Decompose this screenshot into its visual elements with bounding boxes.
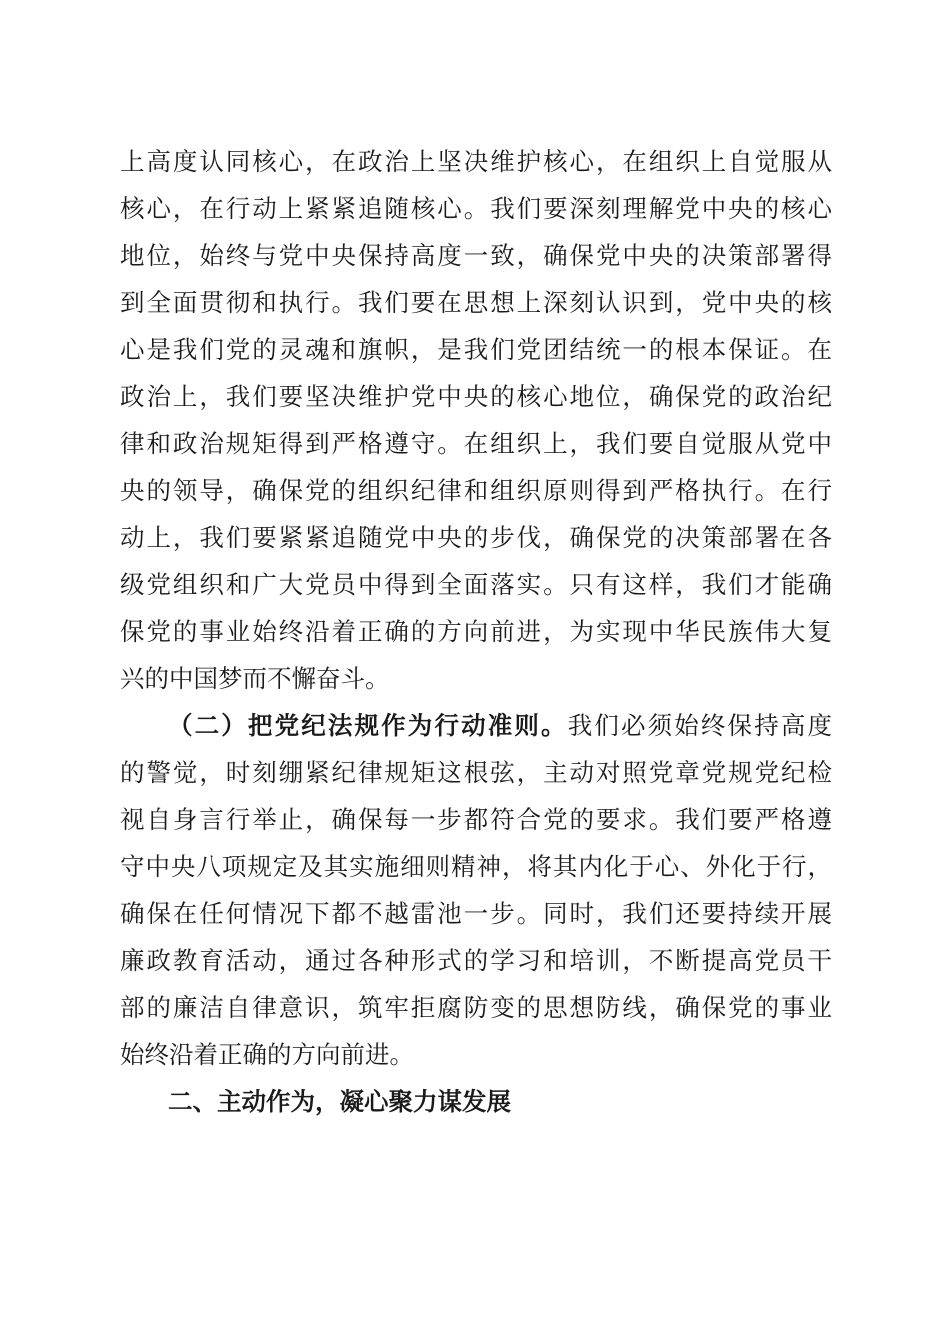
paragraph-line: 动上，我们要紧紧追随党中央的步伐，确保党的决策部署在各 [120,523,832,552]
paragraph-line: 核心，在行动上紧紧追随核心。我们要深刻理解党中央的核心 [120,194,832,223]
paragraph-lead-text: 我们必须始终保持高度 [567,711,832,740]
section-heading: 二、主动作为，凝心聚力谋发展 [168,1087,511,1116]
paragraph-line: 的警觉，时刻绷紧纪律规矩这根弦，主动对照党章党规党纪检 [120,758,832,787]
paragraph-line: 律和政治规矩得到严格遵守。在组织上，我们要自觉服从党中 [120,429,832,458]
paragraph-line: 政治上，我们要坚决维护党中央的核心地位，确保党的政治纪 [120,382,832,411]
paragraph-line: 央的领导，确保党的组织纪律和组织原则得到严格执行。在行 [120,476,832,505]
paragraph-first-line [168,706,832,746]
paragraph-line: 心是我们党的灵魂和旗帜，是我们党团结统一的根本保证。在 [120,335,832,364]
paragraph-line: 上高度认同核心，在政治上坚决维护核心，在组织上自觉服从 [120,147,832,176]
paragraph-line: 始终沿着正确的方向前进。 [120,1040,414,1069]
subsection-title: （二）把党纪法规作为行动准则。 [168,711,568,740]
paragraph-line: 部的廉洁自律意识，筑牢拒腐防变的思想防线，确保党的事业 [120,993,832,1022]
paragraph-line: 地位，始终与党中央保持高度一致，确保党中央的决策部署得 [120,241,832,270]
paragraph-line: 确保在任何情况下都不越雷池一步。同时，我们还要持续开展 [120,899,832,928]
paragraph-line: 到全面贯彻和执行。我们要在思想上深刻认识到，党中央的核 [120,288,832,317]
paragraph-line: 保党的事业始终沿着正确的方向前进，为实现中华民族伟大复 [120,617,832,646]
paragraph-line: 廉政教育活动，通过各种形式的学习和培训，不断提高党员干 [120,946,832,975]
paragraph-line: 守中央八项规定及其实施细则精神，将其内化于心、外化于行， [120,852,832,881]
paragraph-line: 级党组织和广大党员中得到全面落实。只有这样，我们才能确 [120,570,832,599]
paragraph-line: 视自身言行举止，确保每一步都符合党的要求。我们要严格遵 [120,805,832,834]
paragraph-line: 兴的中国梦而不懈奋斗。 [120,664,390,693]
